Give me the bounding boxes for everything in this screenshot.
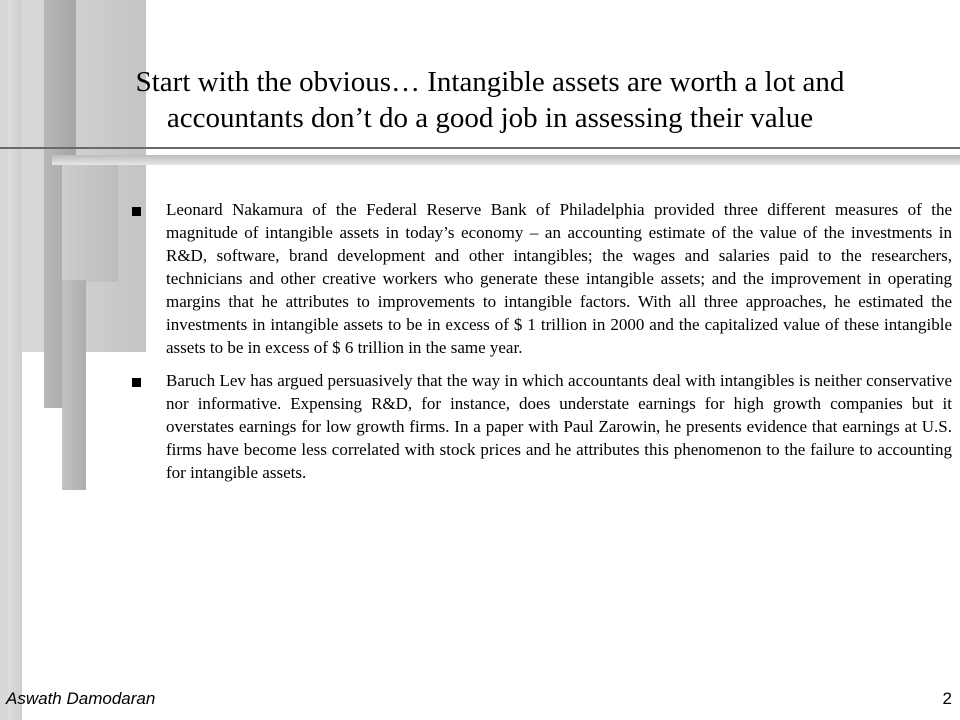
bullet-item [130, 369, 952, 484]
bullet-item [130, 198, 952, 359]
title-divider [0, 147, 960, 149]
bullet-text: Baruch Lev has argued persuasively that the way in which accountants deal with intangibles is neither conservative nor informative. Expensing R&D, for instance, does understate earnings for high growth companies but it overstates earnings for low growth firms. In a paper with Paul Zarowin, he presents evidence that earnings at U.S. firms have become less correlated with stock prices and he attributes this phenomenon to the failure to accounting for intangible assets. [166, 371, 952, 482]
title-underline-band [52, 155, 960, 165]
square-bullet-icon [132, 378, 141, 387]
decorative-bar [62, 280, 86, 490]
footer-author: Aswath Damodaran [6, 689, 156, 708]
slide-title: Start with the obvious… Intangible assets are worth a lot and accountants don’t do a good job in assessing their value [135, 66, 845, 134]
decorative-bar [62, 160, 118, 282]
decorative-bar [0, 0, 8, 720]
slide-content [130, 198, 952, 494]
page-number: 2 [942, 689, 952, 708]
square-bullet-icon [132, 207, 141, 216]
bullet-text: Leonard Nakamura of the Federal Reserve Bank of Philadelphia provided three different measures of the magnitude of intangible assets in today’s economy – an accounting estimate of the value of the investments in R&D, software, brand development and other intangibles; the wages and salaries paid to the researchers, technicians and other creative workers who generate these intangible assets; and the improvement in operating margins that he attributes to improvements to intangible factors. With all three approaches, he estimated the investments in intangible assets to be in excess of $ 1 trillion in 2000 and the capitalized value of these intangible assets to be in excess of $ 6 trillion in the same year. [166, 200, 952, 357]
